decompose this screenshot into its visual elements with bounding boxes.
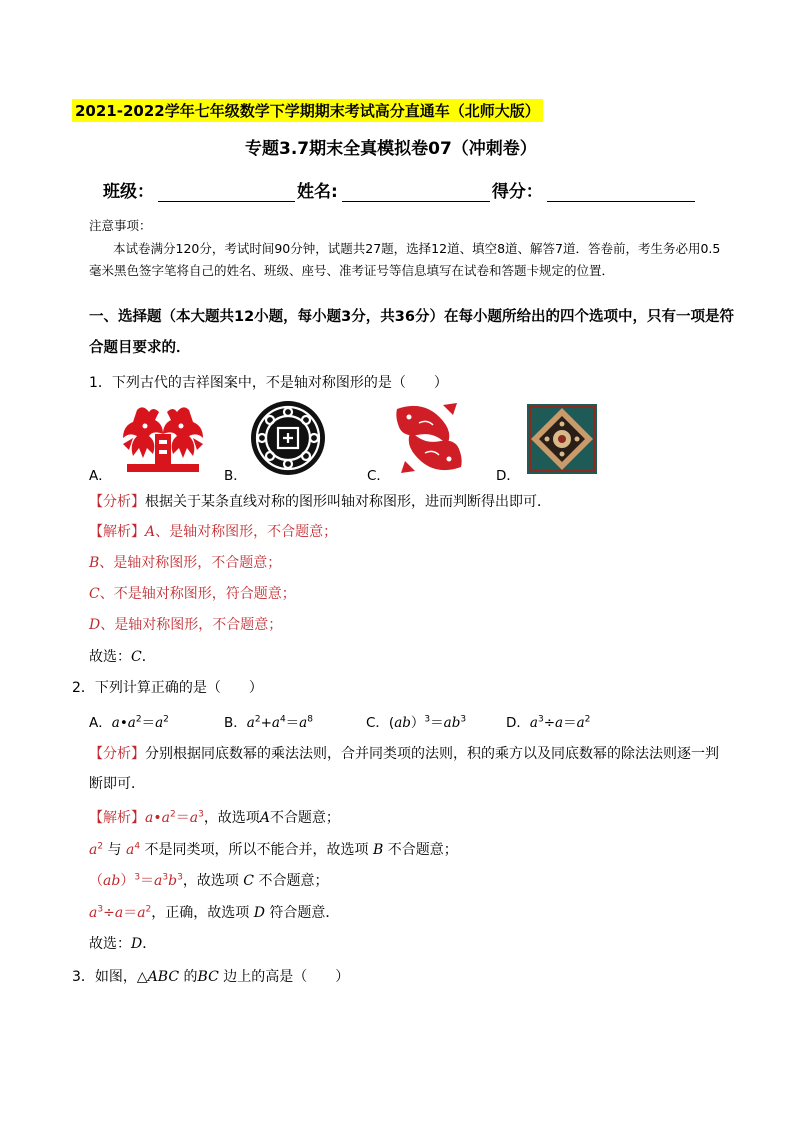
- square-tile-pattern-image: [527, 404, 597, 474]
- q2-analysis-line2: 断即可．: [89, 776, 145, 792]
- student-info-line: [103, 177, 697, 202]
- name-field[interactable]: [342, 183, 490, 202]
- q1-option-b-label: B．: [224, 468, 247, 484]
- q2-answer: 故选：D．: [89, 936, 157, 952]
- q1-option-d-label: D．: [496, 468, 520, 484]
- paper-cut-rooster-image: [117, 404, 209, 474]
- question-2-stem: 2．下列计算正确的是（ ）: [72, 680, 263, 696]
- q2-solution-line3: $(ab)^3=a^3b^3$，故选项 C 不合题意；: [89, 872, 329, 889]
- question-1-stem: 1．下列古代的吉祥图案中，不是轴对称图形的是（ ）: [89, 375, 448, 391]
- q1-solution-a: 【解析】A、是轴对称图形，不合题意；: [89, 524, 338, 540]
- q1-option-c-label: C．: [367, 468, 390, 484]
- name-label: 姓名:: [297, 182, 338, 202]
- q1-answer: 故选：C．: [89, 649, 156, 665]
- q1-option-a-label: A．: [89, 468, 112, 484]
- series-banner: 2021-2022学年七年级数学下学期期末考试高分直通车（北师大版）: [72, 99, 543, 122]
- double-fish-pattern-image: [391, 401, 467, 475]
- q2-solution-line4: $a^3\div a=a^2$，正确，故选项 D 符合题意．: [89, 904, 340, 921]
- score-field[interactable]: [547, 183, 695, 202]
- page-title: 专题3.7期末全真模拟卷07（冲刺卷）: [245, 139, 537, 159]
- notice-title: 注意事项：: [89, 218, 152, 233]
- q2-analysis-line1: 【分析】分别根据同底数幂的乘法法则，合并同类项的法则，积的乘方以及同底数幂的除法法则逐一判: [89, 746, 719, 762]
- section-heading: 一、选择题（本大题共12小题，每小题3分，共36分）在每小题所给出的四个选项中，只有一项是符合题目要求的．: [89, 309, 734, 356]
- class-label: 班级：: [103, 182, 154, 202]
- class-field[interactable]: [158, 183, 295, 202]
- q2-analysis-tag: 【分析】: [89, 746, 145, 762]
- q2-option-c: C．$(ab)^3=ab^3$: [366, 714, 467, 731]
- q1-solution-tag: 【解析】: [89, 524, 145, 540]
- q1-analysis: 【分析】根据关于某条直线对称的图形叫轴对称图形，进而判断得出即可．: [89, 494, 551, 510]
- q2-solution-tag: 【解析】: [89, 810, 145, 826]
- q1-solution-c: C、不是轴对称图形，符合题意；: [89, 586, 296, 602]
- q2-option-b: B．$a^2+a^4=a^8$: [224, 714, 313, 731]
- q1-solution-b: B、是轴对称图形，不合题意；: [89, 555, 282, 571]
- q2-option-d: D．$a^3\div a=a^2$: [506, 714, 591, 731]
- q2-solution-line1: 【解析】$a•a^2=a^3$，故选项A不合题意；: [89, 809, 340, 826]
- round-knot-pattern-image: [250, 400, 326, 476]
- question-3-stem: 3．如图，△ABC 的BC 边上的高是（ ）: [72, 969, 350, 985]
- notice-body: 本试卷满分120分，考试时间90分钟，试题共27题，选择12道、填空8道、解答7道．答卷前，考生务必用0.5毫米黑色签字笔将自己的姓名、班级、座号、准考证号等信息填写在试卷和答题卡规定的位置．: [89, 241, 721, 278]
- score-label: 得分：: [491, 182, 543, 202]
- q2-solution-line2: $a^2$ 与 $a^4$ 不是同类项，所以不能合并，故选项 B 不合题意；: [89, 841, 458, 858]
- q2-option-a: A．$a•a^2=a^2$: [89, 714, 169, 731]
- q1-solution-d: D、是轴对称图形，不合题意；: [89, 617, 283, 633]
- q1-analysis-tag: 【分析】: [89, 494, 145, 510]
